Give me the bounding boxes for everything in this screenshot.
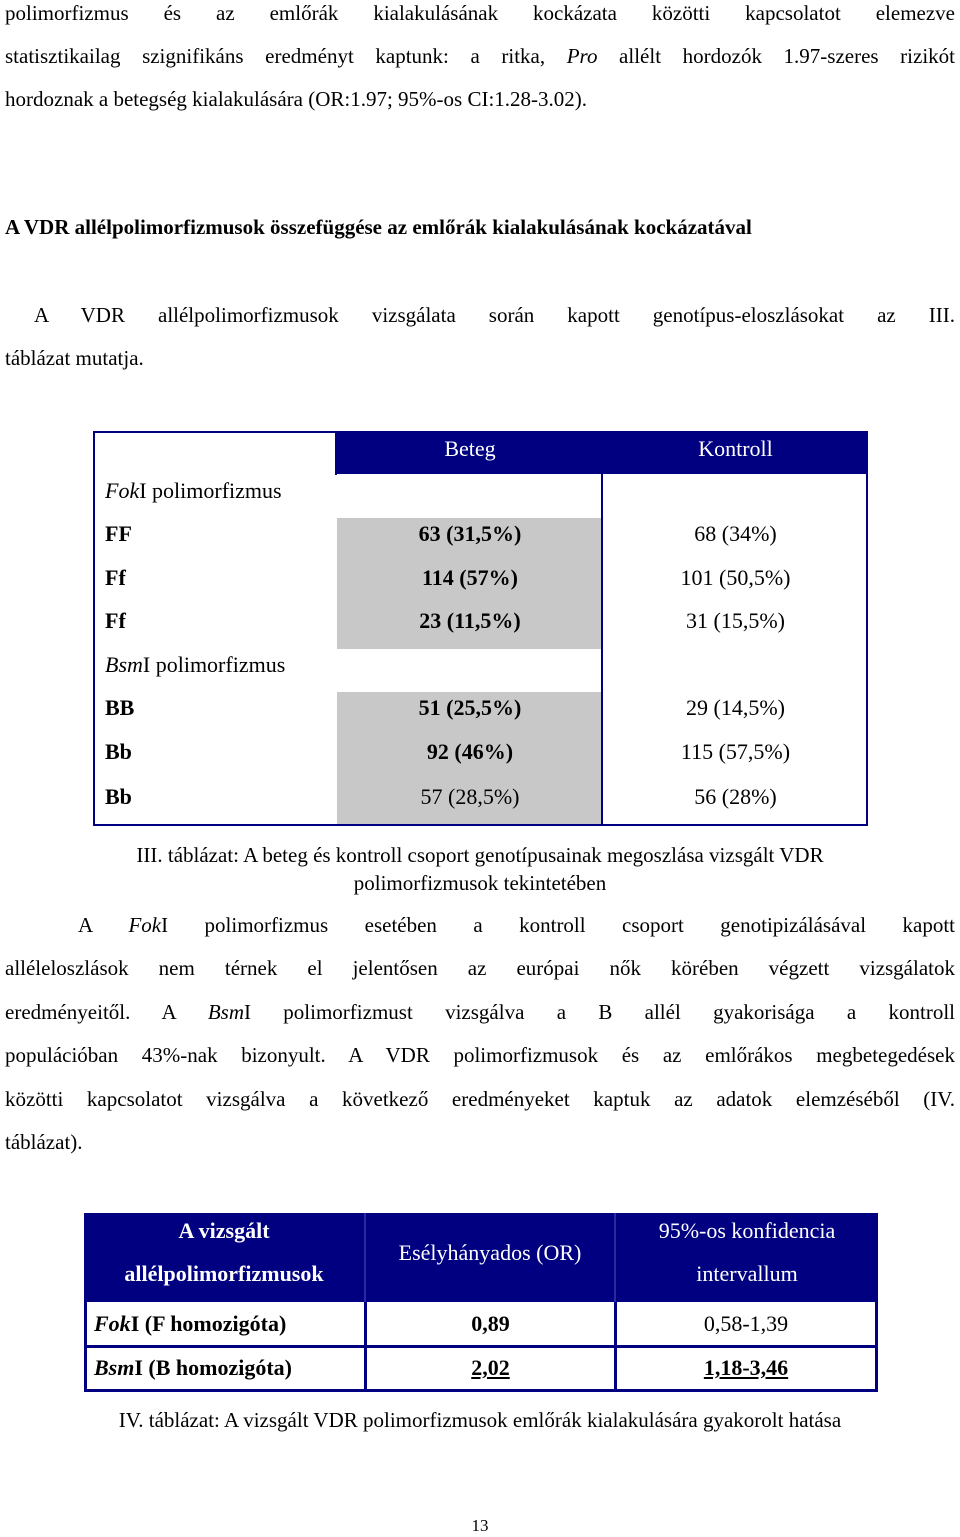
para2-line-5: közötti kapcsolatot vizsgálva a következő eredményeket kaptuk az adatok elemzéséből (IV. bbox=[5, 1087, 955, 1111]
table3-cell-beteg: 92 (46%) bbox=[426, 739, 514, 764]
table3-row-label: Ff bbox=[105, 565, 126, 590]
table3-col-kontroll: Kontroll bbox=[698, 436, 773, 461]
table3-cell-kontroll: 101 (50,5%) bbox=[680, 565, 791, 590]
table4-row-name-rest: I (B homozigóta) bbox=[134, 1355, 293, 1380]
table4-row-or: 2,02 bbox=[471, 1355, 510, 1380]
intro-line-3: hordoznak a betegség kialakulására (OR:1.97; 95%-os CI:1.28-3.02). bbox=[5, 87, 588, 111]
para2-line-3-a: eredményeitől. A bbox=[5, 1000, 208, 1024]
table4-border-bottom bbox=[84, 1389, 878, 1392]
table3-border-top bbox=[93, 431, 337, 433]
table3-border-bottom bbox=[93, 824, 868, 826]
para2-line-2: alléleloszlások nem térnek el jelentősen az európai nők körében végzett vizsgálatok bbox=[5, 956, 955, 980]
odds-ratio-table bbox=[84, 1213, 878, 1392]
table4-header-col2: Esélyhányados (OR) bbox=[398, 1240, 582, 1265]
para2-line-3 bbox=[5, 999, 955, 1025]
table3-row-label: Bb bbox=[105, 739, 132, 764]
para2-line-4: populációban 43%-nak bizonyult. A VDR polimorfizmusok és az emlőrákos megbetegedések bbox=[5, 1043, 955, 1067]
para2-line-1 bbox=[78, 912, 955, 938]
table3-group-bsm-em: Bsm bbox=[105, 652, 143, 677]
para2-line-6: táblázat). bbox=[5, 1130, 83, 1154]
table3-cell-kontroll: 68 (34%) bbox=[694, 521, 777, 546]
intro-line-2-text-a: statisztikailag szignifikáns eredményt kaptunk: a ritka, bbox=[5, 44, 567, 68]
genotype-table bbox=[93, 431, 868, 826]
table3-group-fok-em: Fok bbox=[105, 478, 140, 503]
table4-header-col1-line1: A vizsgált bbox=[178, 1218, 270, 1243]
table4-row-ci: 1,18-3,46 bbox=[703, 1355, 789, 1380]
table3-caption-line-2: polimorfizmusok tekintetében bbox=[353, 871, 607, 895]
page-number: 13 bbox=[471, 1516, 489, 1535]
para2-line-1-b: I polimorfizmus esetében a kontroll csoport genotipizálásával kapott bbox=[161, 913, 955, 937]
table3-divider-head-left bbox=[335, 431, 337, 475]
table3-cell-kontroll: 29 (14,5%) bbox=[686, 695, 785, 720]
table3-group-bsm bbox=[105, 651, 285, 679]
table3-group-fok-rest: I polimorfizmus bbox=[139, 478, 282, 503]
table3-group-bsm-rest: I polimorfizmus bbox=[142, 652, 286, 677]
table4-row-name bbox=[94, 1347, 292, 1389]
para1-line-2: táblázat mutatja. bbox=[5, 346, 144, 370]
table4-row-name-em: Fok bbox=[94, 1311, 131, 1336]
table3-row-label: FF bbox=[105, 521, 132, 546]
table3-cell-kontroll: 115 (57,5%) bbox=[680, 739, 791, 764]
para1-line-1: A VDR allélpolimorfizmusok vizsgálata során kapott genotípus-eloszlásokat az III. bbox=[34, 303, 955, 327]
table4-row-ci: 0,58-1,39 bbox=[703, 1311, 789, 1336]
table4-row-name-rest: I (F homozigóta) bbox=[130, 1311, 287, 1336]
intro-line-2 bbox=[5, 43, 955, 69]
table3-cell-beteg: 57 (28,5%) bbox=[420, 784, 520, 809]
para2-line-3-em: Bsm bbox=[207, 1000, 244, 1024]
table3-border-left bbox=[93, 431, 95, 826]
table4-caption: IV. táblázat: A vizsgált VDR polimorfizmusok emlőrák kialakulására gyakorolt hatása bbox=[118, 1408, 842, 1432]
table4-header-col3-line2: intervallum bbox=[696, 1261, 798, 1286]
table4-header-col3-line1: 95%-os konfidencia bbox=[658, 1218, 836, 1243]
section-heading: A VDR allélpolimorfizmusok összefüggése az emlőrák kialakulásának kockázatával bbox=[5, 215, 752, 239]
para2-line-3-b: I polimorfizmust vizsgálva a B allél gyakorisága a kontroll bbox=[244, 1000, 955, 1024]
intro-line-1: polimorfizmus és az emlőrák kialakulásának kockázata közötti kapcsolatot elemezve bbox=[5, 1, 955, 25]
table3-cell-beteg: 51 (25,5%) bbox=[418, 695, 522, 720]
table3-cell-kontroll: 56 (28%) bbox=[694, 784, 777, 809]
table3-row-label: Bb bbox=[105, 784, 132, 809]
table4-row-or: 0,89 bbox=[471, 1311, 510, 1336]
table3-row-label: BB bbox=[105, 695, 135, 720]
table3-cell-kontroll: 31 (15,5%) bbox=[686, 608, 785, 633]
table3-group-fok bbox=[105, 477, 282, 505]
table3-row-label: Ff bbox=[105, 608, 126, 633]
table3-cell-beteg: 63 (31,5%) bbox=[418, 521, 522, 546]
para2-line-1-a: A bbox=[78, 913, 129, 937]
table3-col-beteg: Beteg bbox=[444, 436, 496, 461]
table4-row-name bbox=[94, 1303, 286, 1345]
intro-line-2-em: Pro bbox=[566, 44, 598, 68]
table3-caption-line-1: III. táblázat: A beteg és kontroll csoport genotípusainak megoszlása vizsgált VDR bbox=[136, 843, 824, 867]
table3-cell-beteg: 114 (57%) bbox=[422, 565, 518, 590]
table3-cell-beteg: 23 (11,5%) bbox=[419, 608, 521, 633]
para2-line-1-em: Fok bbox=[128, 913, 162, 937]
table4-header-col1-line2: allélpolimorfizmusok bbox=[124, 1261, 324, 1286]
intro-line-2-text-b: allélt hordozók 1.97-szeres rizikót bbox=[597, 44, 956, 68]
table4-row-name-em: Bsm bbox=[94, 1355, 135, 1380]
